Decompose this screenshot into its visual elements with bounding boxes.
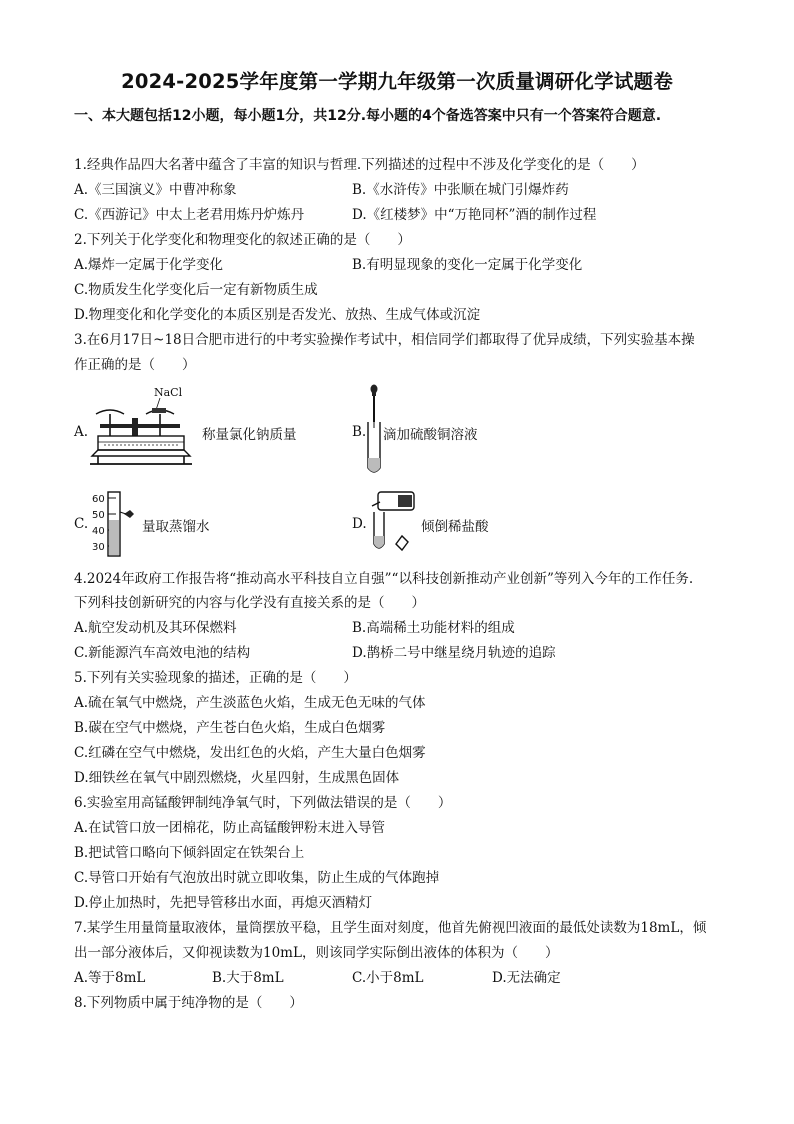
q1-option-c: C.《西游记》中太上老君用炼丹炉炼丹 [74, 207, 305, 223]
q1-option-d: D.《红楼梦》中“万艳同杯”酒的制作过程 [352, 207, 597, 223]
q4-stem-line2: 下列科技创新研究的内容与化学没有直接关系的是（ ） [74, 595, 425, 611]
q3-option-b-text: 滴加硫酸铜溶液 [383, 427, 478, 443]
svg-text:40: 40 [92, 526, 105, 537]
q3-option-d-text: 倾倒稀盐酸 [421, 519, 489, 535]
q2-stem: 2.下列关于化学变化和物理变化的叙述正确的是（ ） [74, 232, 411, 248]
q3-option-b-letter: B. [352, 424, 367, 440]
q6-option-b: B.把试管口略向下倾斜固定在铁架台上 [74, 845, 305, 861]
exam-title: 2024-2025学年度第一学期九年级第一次质量调研化学试题卷 [121, 70, 673, 93]
q8-stem: 8.下列物质中属于纯净物的是（ ） [74, 995, 303, 1011]
q6-option-c: C.导管口开始有气泡放出时就立即收集，防止生成的气体跑掉 [74, 870, 440, 886]
section-1-instructions: 一、本大题包括12小题，每小题1分，共12分.每小题的4个备选答案中只有一个答案符合题意. [74, 108, 662, 124]
q2-option-b: B.有明显现象的变化一定属于化学变化 [352, 257, 583, 273]
q4-stem-line1: 4.2024年政府工作报告将“推动高水平科技自立自强”“以科技创新推动产业创新”等列入今年的工作任务. [74, 571, 694, 587]
q7-stem-line1: 7.某学生用量筒量取液体，量筒摆放平稳，且学生面对刻度，他首先俯视凹液面的最低处读数为18mL，倾 [74, 920, 707, 936]
q5-option-b: B.碳在空气中燃烧，产生苍白色火焰，生成白色烟雾 [74, 720, 386, 736]
q3-option-d-letter: D. [352, 516, 367, 532]
q3-stem-line2: 作正确的是（ ） [74, 357, 196, 373]
q3-stem-line1: 3.在6月17日~18日合肥市进行的中考实验操作考试中，相信同学们都取得了优异成绩，下列实验基本操 [74, 332, 695, 348]
nacl-label: NaCl [154, 386, 183, 399]
q3-option-a-letter: A. [74, 424, 89, 440]
q5-option-a: A.硫在氧气中燃烧，产生淡蓝色火焰，生成无色无味的气体 [74, 695, 426, 711]
q7-option-a: A.等于8mL [74, 970, 146, 986]
q7-option-c: C.小于8mL [352, 970, 424, 986]
q1-option-b: B.《水浒传》中张顺在城门引爆炸药 [352, 182, 569, 198]
q7-option-b: B.大于8mL [212, 970, 284, 986]
q7-option-d: D.无法确定 [492, 970, 561, 986]
svg-text:30: 30 [92, 542, 105, 553]
q3-option-c-letter: C. [74, 516, 89, 532]
pouring-acid-figure [368, 490, 418, 552]
q2-option-d: D.物理变化和化学变化的本质区别是否发光、放热、生成气体或沉淀 [74, 307, 481, 323]
q6-option-d: D.停止加热时，先把导管移出水面，再熄灭酒精灯 [74, 895, 373, 911]
q3-option-c-text: 量取蒸馏水 [142, 519, 210, 535]
q4-option-a: A.航空发动机及其环保燃料 [74, 620, 237, 636]
q2-option-c: C.物质发生化学变化后一定有新物质生成 [74, 282, 318, 298]
graduated-cylinder-figure [90, 490, 140, 558]
q1-stem: 1.经典作品四大名著中蕴含了丰富的知识与哲理.下列描述的过程中不涉及化学变化的是（ ） [74, 157, 645, 173]
svg-text:60: 60 [92, 494, 105, 505]
q5-option-c: C.红磷在空气中燃烧，发出红色的火焰，产生大量白色烟雾 [74, 745, 426, 761]
balance-scale-figure [88, 384, 194, 472]
q4-option-d: D.鹊桥二号中继星绕月轨迹的追踪 [352, 645, 556, 661]
q5-stem: 5.下列有关实验现象的描述，正确的是（ ） [74, 670, 357, 686]
q5-option-d: D.细铁丝在氧气中剧烈燃烧，火星四射，生成黑色固体 [74, 770, 400, 786]
svg-text:50: 50 [92, 510, 105, 521]
q6-stem: 6.实验室用高锰酸钾制纯净氧气时，下列做法错误的是（ ） [74, 795, 452, 811]
q3-option-a-text: 称量氯化钠质量 [202, 427, 297, 443]
q7-stem-line2: 出一部分液体后，又仰视读数为10mL，则该同学实际倒出液体的体积为（ ） [74, 945, 559, 961]
q4-option-c: C.新能源汽车高效电池的结构 [74, 645, 251, 661]
q4-option-b: B.高端稀土功能材料的组成 [352, 620, 515, 636]
q2-option-a: A.爆炸一定属于化学变化 [74, 257, 224, 273]
q6-option-a: A.在试管口放一团棉花，防止高锰酸钾粉末进入导管 [74, 820, 386, 836]
q1-option-a: A.《三国演义》中曹冲称象 [74, 182, 237, 198]
